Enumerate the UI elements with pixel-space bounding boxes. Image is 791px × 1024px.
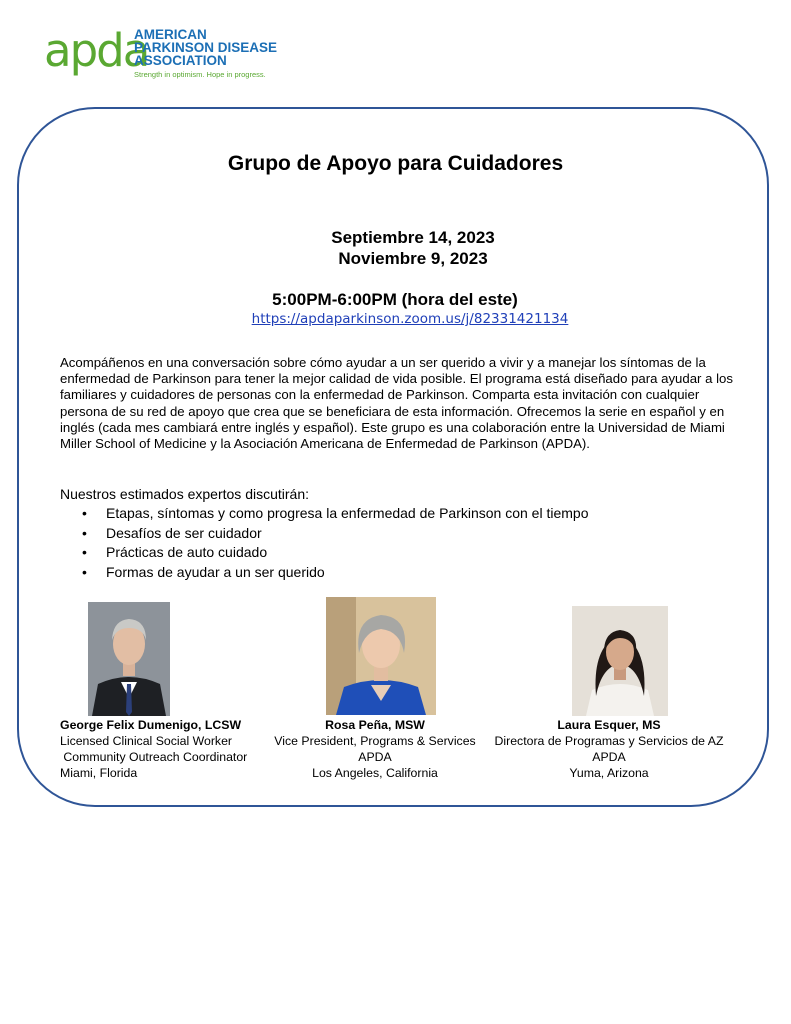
portrait-icon (326, 597, 436, 715)
logo-tagline: Strength in optimism. Hope in progress. (134, 70, 266, 79)
experts-intro: Nuestros estimados expertos discutirán: (60, 486, 309, 502)
speaker-role: Licensed Clinical Social Worker (60, 734, 233, 748)
list-item (82, 524, 588, 544)
bullet-icon: • (82, 563, 87, 580)
speaker-role: Vice President, Programs & Services (274, 734, 476, 748)
description-paragraph: Acompáñenos en una conversación sobre cómo ayudar a un ser querido a vivir y a manejar los síntomas de la enfermedad de Parkinson para tener la mejor calidad de vida posible. El programa está diseñado para ayudar a los familiares y cuidadores de personas con la enfermedad de Parkinson. Comparta esta invitación con cualquier persona de su red de apoyo que crea que se beneficiara de esta información. Ofrecemos la serie en español y en inglés (cada mes cambiará entre inglés y español). Este grupo es una colaboración entre la Universidad de Miami Miller School of Medicine y la Asociación Americana de Enfermedad de Parkinson (APDA). (60, 355, 733, 452)
zoom-link[interactable]: https://apdaparkinson.zoom.us/j/82331421134 (251, 311, 569, 327)
event-time: 5:00PM-6:00PM (hora del este) (272, 290, 518, 309)
speaker-photo-laura (572, 606, 668, 716)
speaker-photo-george (88, 602, 170, 716)
apda-logo (44, 26, 304, 82)
speaker-role: Directora de Programas y Servicios de AZ (494, 734, 724, 748)
date-2: Noviembre 9, 2023 (338, 249, 488, 268)
topic-text: Etapas, síntomas y como progresa la enfermedad de Parkinson con el tiempo (106, 505, 589, 521)
speaker-location: Los Angeles, California (312, 766, 438, 780)
list-item (82, 504, 588, 524)
bullet-icon: • (82, 544, 87, 560)
topic-text: Formas de ayudar a un ser querido (106, 563, 325, 580)
speaker-role-2: Community Outreach Coordinator (60, 750, 248, 764)
page-title: Grupo de Apoyo para Cuidadores (227, 152, 564, 175)
logo-line-1: AMERICAN (134, 27, 207, 42)
speaker-name: Laura Esquer, MS (557, 718, 661, 732)
speaker-name: George Felix Dumenigo, LCSW (60, 718, 242, 732)
portrait-icon (88, 602, 170, 716)
speaker-org: APDA (592, 750, 626, 764)
list-item (82, 543, 588, 563)
list-item (82, 563, 588, 583)
speaker-location: Yuma, Arizona (569, 766, 649, 780)
logo-line-3: ASSOCIATION (134, 53, 227, 68)
topic-text: Prácticas de auto cuidado (106, 544, 268, 560)
speaker-rosa (265, 717, 485, 781)
logo-wordmark (134, 28, 277, 67)
speaker-laura (484, 717, 734, 781)
bullet-icon: • (82, 524, 87, 541)
speaker-photo-rosa (326, 597, 436, 715)
bullet-icon: • (82, 505, 87, 521)
speaker-name: Rosa Peña, MSW (325, 718, 425, 732)
speaker-org: APDA (358, 750, 392, 764)
date-1: Septiembre 14, 2023 (331, 228, 495, 247)
speaker-location: Miami, Florida (60, 766, 138, 780)
speaker-george (60, 717, 247, 781)
logo-mark: apda (44, 24, 149, 77)
topics-list (82, 504, 588, 582)
portrait-icon (572, 606, 668, 716)
topic-text: Desafíos de ser cuidador (106, 524, 262, 541)
logo-line-2: PARKINSON DISEASE (134, 40, 278, 55)
